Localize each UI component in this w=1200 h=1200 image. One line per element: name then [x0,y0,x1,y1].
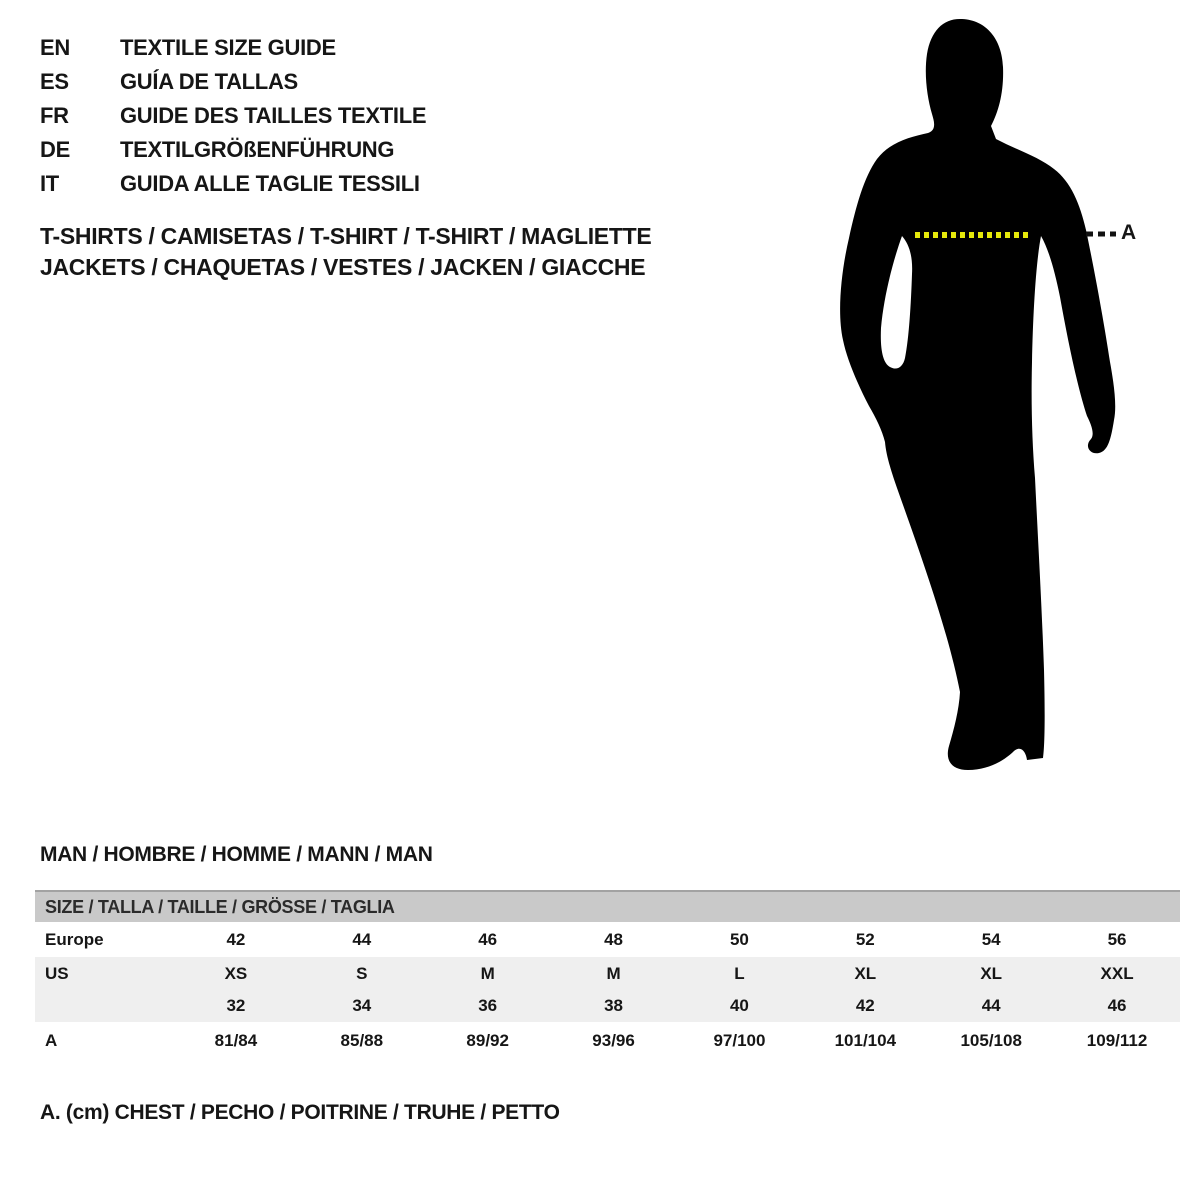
size-cell: 109/112 [1086,1031,1148,1050]
size-cell: M [606,963,621,983]
language-code: IT [40,171,59,196]
category-line-jackets: JACKETS / CHAQUETAS / VESTES / JACKEN / GIACCHE [40,254,646,280]
size-cell: 34 [352,996,372,1015]
language-title-list [40,31,426,201]
size-cell: 32 [226,996,246,1015]
gender-section-title: MAN / HOMBRE / HOMME / MANN / MAN [40,843,433,866]
measurement-legend: A. (cm) CHEST / PECHO / POITRINE / TRUHE / PETTO [40,1101,560,1124]
size-cell: 97/100 [713,1031,766,1050]
size-table [35,890,1180,1060]
guide-title-en: TEXTILE SIZE GUIDE [120,35,336,60]
measure-label-a: A [1121,221,1137,244]
guide-title-it: GUIDA ALLE TAGLIE TESSILI [120,171,420,196]
table-row-chest-a [35,1022,1180,1060]
size-cell: M [480,963,495,983]
size-cell: 50 [729,929,749,949]
size-cell: 46 [1107,996,1127,1015]
guide-title-fr: GUIDE DES TAILLES TEXTILE [120,103,427,128]
garment-categories [40,221,651,283]
language-row-it [40,167,426,201]
table-row-us-numeric [35,990,1180,1022]
row-label: US [45,963,69,983]
man-silhouette [840,19,1115,770]
language-row-en [40,31,426,65]
guide-title-es: GUÍA DE TALLAS [120,69,298,94]
language-row-fr [40,99,426,133]
size-cell: S [356,963,368,983]
size-cell: 89/92 [466,1031,509,1050]
size-cell: L [734,963,745,983]
language-row-de [40,133,426,167]
size-cell: 54 [981,929,1001,949]
size-cell: XL [854,963,877,983]
size-cell: 42 [226,929,246,949]
size-cell: 93/96 [592,1031,635,1050]
size-cell: 42 [855,996,875,1015]
size-table-header: SIZE / TALLA / TAILLE / GRÖSSE / TAGLIA [35,890,1180,922]
language-code: ES [40,69,69,94]
size-cell: 36 [478,996,498,1015]
table-row-europe [35,922,1180,957]
language-code: FR [40,103,69,128]
man-silhouette-figure [820,10,1130,780]
row-label: A [45,1031,58,1050]
size-cell: 105/108 [960,1031,1022,1050]
size-cell: XXL [1100,963,1134,983]
guide-title-de: TEXTILGRÖßENFÜHRUNG [120,137,395,162]
size-cell: 44 [981,996,1001,1015]
size-cell: XS [224,963,248,983]
size-cell: 81/84 [214,1031,258,1050]
size-cell: 44 [352,929,372,949]
language-code: EN [40,35,70,60]
size-cell: 52 [855,929,875,949]
size-cell: 38 [604,996,624,1015]
size-cell: XL [980,963,1003,983]
size-cell: 46 [478,929,498,949]
row-label: Europe [45,929,104,949]
size-cell: 40 [729,996,749,1015]
table-row-us [35,957,1180,990]
language-row-es [40,65,426,99]
size-cell: 101/104 [834,1031,897,1050]
size-cell: 85/88 [340,1031,384,1050]
size-cell: 48 [604,929,624,949]
size-cell: 56 [1107,929,1127,949]
language-code: DE [40,137,70,162]
category-line-tshirts: T-SHIRTS / CAMISETAS / T-SHIRT / T-SHIRT / MAGLIETTE [40,223,652,249]
